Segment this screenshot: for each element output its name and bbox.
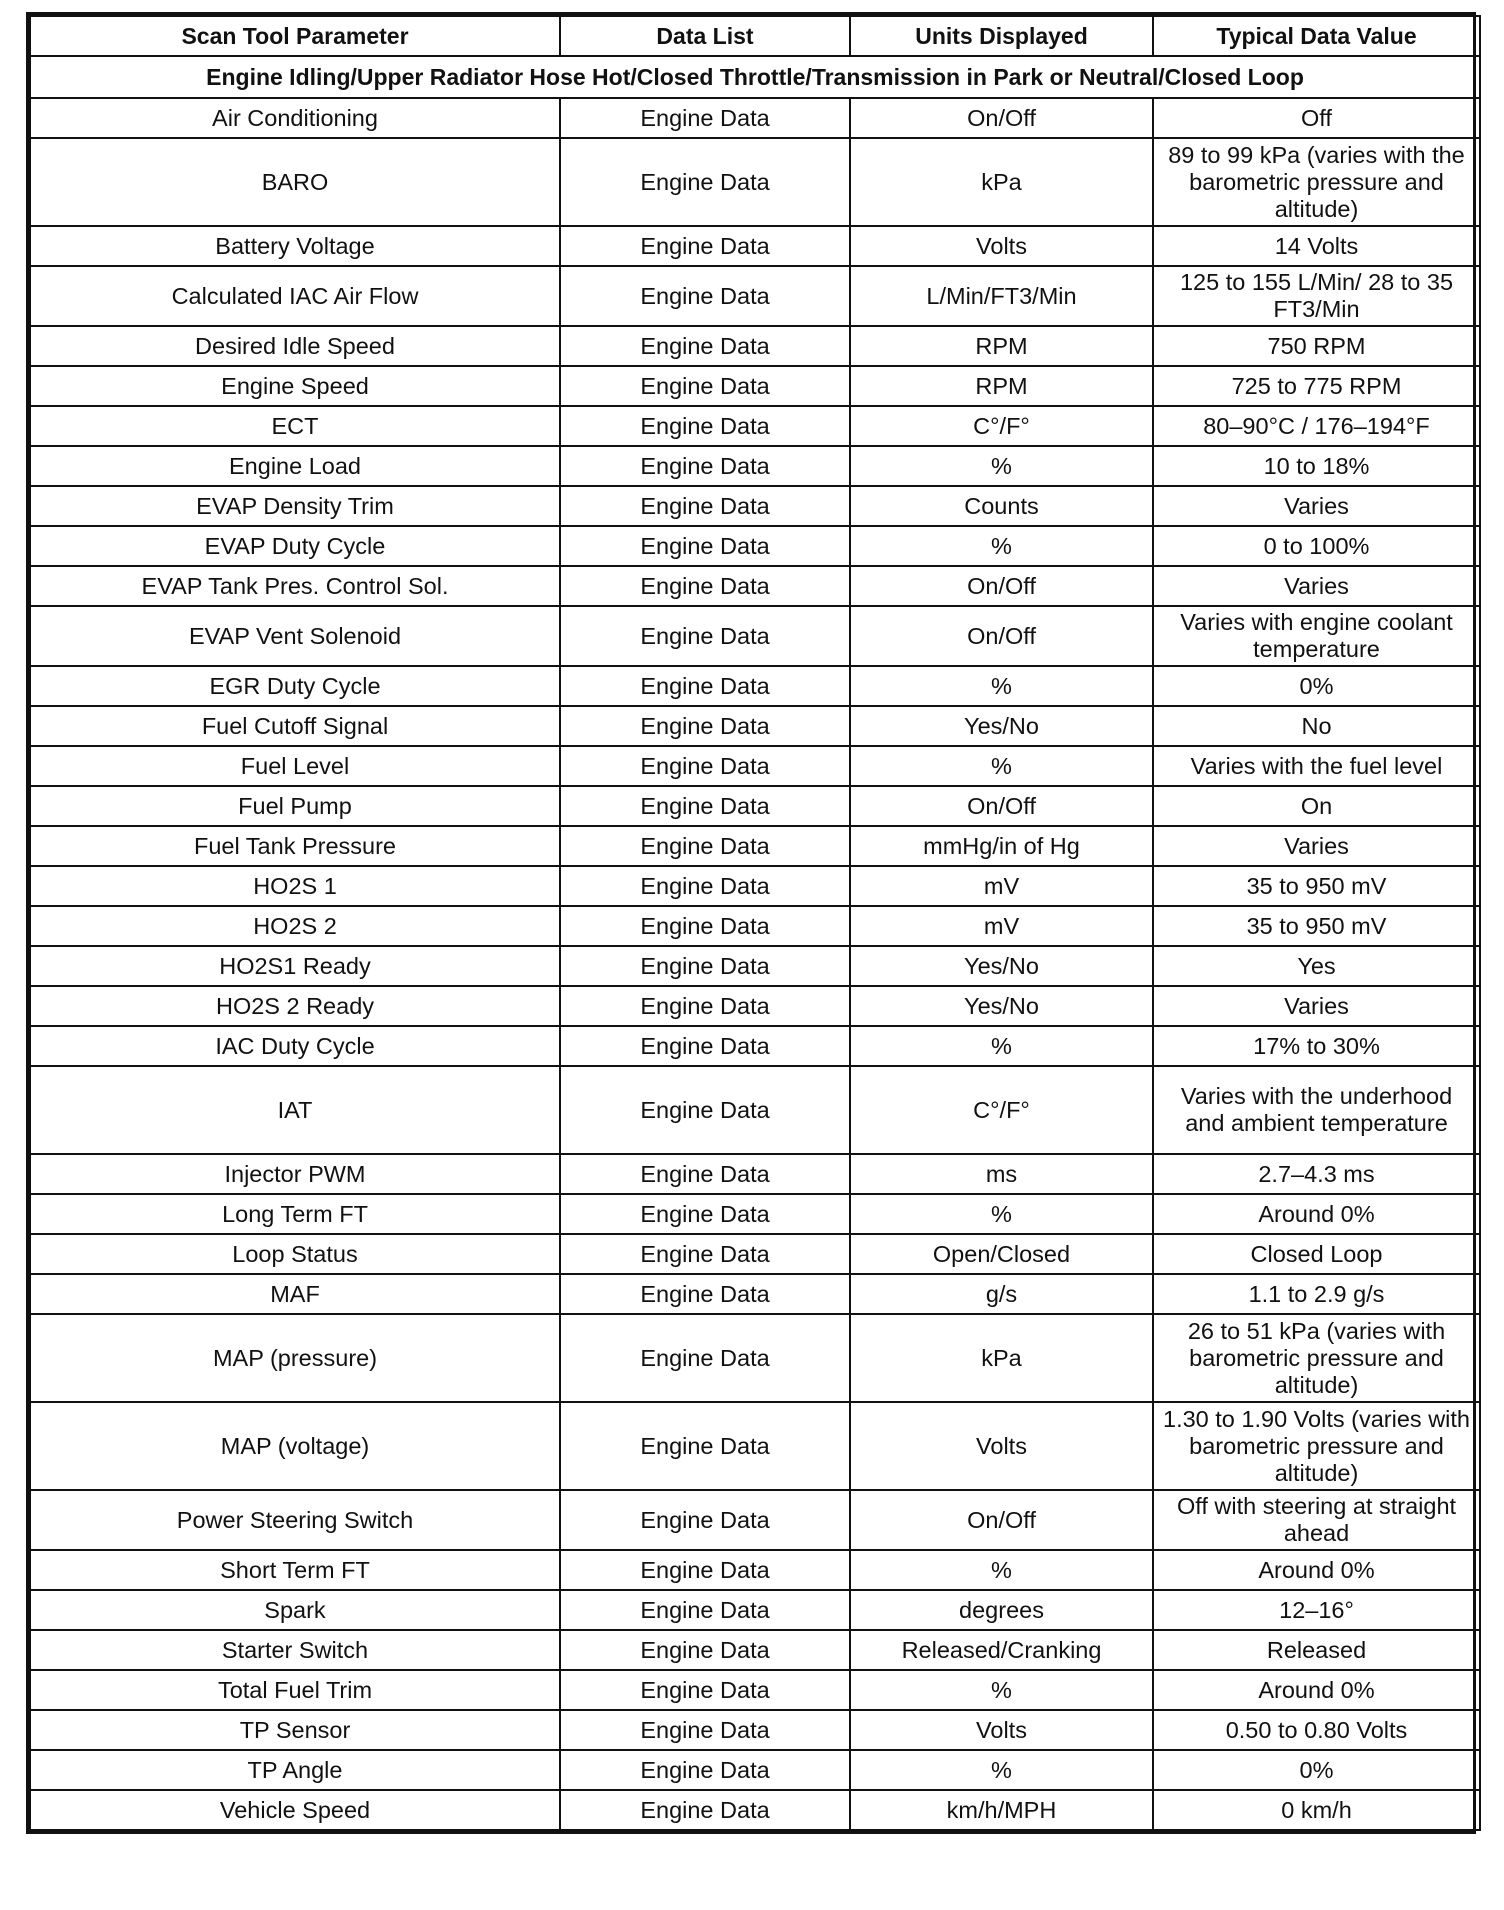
cell-parameter: Power Steering Switch [30,1490,560,1550]
table-body [30,98,1480,1830]
table-row [30,1550,1480,1590]
cell-data-list: Engine Data [560,1750,850,1790]
cell-units: L/Min/FT3/Min [850,266,1153,326]
cell-data-list: Engine Data [560,986,850,1026]
table-row [30,1314,1480,1402]
cell-typical-value: 0 km/h [1153,1790,1480,1830]
cell-data-list: Engine Data [560,138,850,226]
cell-units: % [850,1550,1153,1590]
cell-units: Volts [850,226,1153,266]
cell-typical-value: Around 0% [1153,1550,1480,1590]
table-row [30,706,1480,746]
cell-parameter: EVAP Duty Cycle [30,526,560,566]
cell-typical-value: Varies [1153,486,1480,526]
cell-typical-value: No [1153,706,1480,746]
cell-typical-value: 0% [1153,1750,1480,1790]
cell-parameter: EGR Duty Cycle [30,666,560,706]
cell-parameter: Fuel Cutoff Signal [30,706,560,746]
table-row [30,1274,1480,1314]
table-row [30,1154,1480,1194]
table-row [30,266,1480,326]
cell-typical-value: Around 0% [1153,1194,1480,1234]
cell-typical-value: Varies [1153,566,1480,606]
cell-parameter: Injector PWM [30,1154,560,1194]
cell-parameter: Spark [30,1590,560,1630]
cell-typical-value: 2.7–4.3 ms [1153,1154,1480,1194]
cell-data-list: Engine Data [560,1630,850,1670]
cell-units: % [850,526,1153,566]
cell-parameter: HO2S 2 Ready [30,986,560,1026]
cell-typical-value: 35 to 950 mV [1153,906,1480,946]
cell-parameter: Long Term FT [30,1194,560,1234]
cell-units: RPM [850,326,1153,366]
table-row [30,1670,1480,1710]
test-condition: Engine Idling/Upper Radiator Hose Hot/Closed Throttle/Transmission in Park or Neutral/Closed Loop [30,56,1480,98]
cell-parameter: Fuel Level [30,746,560,786]
cell-typical-value: 725 to 775 RPM [1153,366,1480,406]
table-row [30,406,1480,446]
cell-data-list: Engine Data [560,786,850,826]
cell-units: % [850,1026,1153,1066]
cell-parameter: Short Term FT [30,1550,560,1590]
table-row [30,1066,1480,1154]
table-row [30,946,1480,986]
cell-data-list: Engine Data [560,1710,850,1750]
cell-parameter: EVAP Density Trim [30,486,560,526]
table-row [30,826,1480,866]
table-row [30,1234,1480,1274]
cell-parameter: Desired Idle Speed [30,326,560,366]
scan-tool-data-table [29,15,1481,1831]
cell-typical-value: 1.30 to 1.90 Volts (varies with barometric pressure and altitude) [1153,1402,1480,1490]
cell-units: On/Off [850,1490,1153,1550]
cell-parameter: IAC Duty Cycle [30,1026,560,1066]
cell-parameter: Loop Status [30,1234,560,1274]
cell-units: On/Off [850,606,1153,666]
table-row [30,666,1480,706]
cell-typical-value: Varies with engine coolant temperature [1153,606,1480,666]
cell-typical-value: 12–16° [1153,1590,1480,1630]
cell-parameter: Battery Voltage [30,226,560,266]
cell-parameter: MAF [30,1274,560,1314]
header-data-list: Data List [560,16,850,56]
cell-units: % [850,746,1153,786]
cell-data-list: Engine Data [560,486,850,526]
cell-typical-value: 80–90°C / 176–194°F [1153,406,1480,446]
table-row [30,786,1480,826]
cell-parameter: Fuel Pump [30,786,560,826]
cell-data-list: Engine Data [560,866,850,906]
cell-data-list: Engine Data [560,226,850,266]
cell-data-list: Engine Data [560,826,850,866]
cell-units: RPM [850,366,1153,406]
cell-data-list: Engine Data [560,666,850,706]
cell-units: Yes/No [850,946,1153,986]
cell-units: % [850,446,1153,486]
cell-parameter: MAP (voltage) [30,1402,560,1490]
header-typical-data-value: Typical Data Value [1153,16,1480,56]
cell-typical-value: 0 to 100% [1153,526,1480,566]
table-row [30,138,1480,226]
cell-units: kPa [850,138,1153,226]
cell-data-list: Engine Data [560,946,850,986]
table-row [30,986,1480,1026]
cell-data-list: Engine Data [560,1790,850,1830]
table-row [30,98,1480,138]
cell-data-list: Engine Data [560,1550,850,1590]
cell-data-list: Engine Data [560,566,850,606]
cell-data-list: Engine Data [560,706,850,746]
cell-typical-value: 0.50 to 0.80 Volts [1153,1710,1480,1750]
cell-typical-value: Around 0% [1153,1670,1480,1710]
cell-data-list: Engine Data [560,446,850,486]
header-row [30,16,1480,56]
cell-data-list: Engine Data [560,366,850,406]
cell-data-list: Engine Data [560,1234,850,1274]
table-row [30,326,1480,366]
cell-typical-value: On [1153,786,1480,826]
cell-parameter: Engine Load [30,446,560,486]
cell-units: Volts [850,1402,1153,1490]
table-row [30,1790,1480,1830]
cell-data-list: Engine Data [560,1194,850,1234]
header-scan-tool-parameter: Scan Tool Parameter [30,16,560,56]
cell-units: % [850,666,1153,706]
cell-typical-value: 14 Volts [1153,226,1480,266]
table-row [30,1590,1480,1630]
cell-typical-value: 0% [1153,666,1480,706]
cell-parameter: HO2S 2 [30,906,560,946]
table-row [30,526,1480,566]
cell-typical-value: Varies with the fuel level [1153,746,1480,786]
cell-typical-value: 125 to 155 L/Min/ 28 to 35 FT3/Min [1153,266,1480,326]
cell-data-list: Engine Data [560,1402,850,1490]
cell-units: % [850,1194,1153,1234]
cell-parameter: Air Conditioning [30,98,560,138]
cell-parameter: Total Fuel Trim [30,1670,560,1710]
table-row [30,1490,1480,1550]
table-row [30,566,1480,606]
cell-data-list: Engine Data [560,1274,850,1314]
cell-parameter: BARO [30,138,560,226]
cell-units: % [850,1750,1153,1790]
cell-units: On/Off [850,98,1153,138]
table-row [30,606,1480,666]
table-row [30,1630,1480,1670]
cell-data-list: Engine Data [560,1670,850,1710]
cell-parameter: EVAP Vent Solenoid [30,606,560,666]
cell-units: Yes/No [850,986,1153,1026]
table-row [30,226,1480,266]
cell-data-list: Engine Data [560,526,850,566]
cell-typical-value: Closed Loop [1153,1234,1480,1274]
cell-units: Volts [850,1710,1153,1750]
cell-units: Released/Cranking [850,1630,1153,1670]
cell-units: mmHg/in of Hg [850,826,1153,866]
cell-parameter: IAT [30,1066,560,1154]
cell-typical-value: Yes [1153,946,1480,986]
table-row [30,366,1480,406]
cell-units: ms [850,1154,1153,1194]
cell-parameter: Starter Switch [30,1630,560,1670]
cell-typical-value: 1.1 to 2.9 g/s [1153,1274,1480,1314]
cell-units: mV [850,906,1153,946]
table-row [30,1402,1480,1490]
cell-typical-value: Off [1153,98,1480,138]
cell-data-list: Engine Data [560,746,850,786]
cell-parameter: HO2S1 Ready [30,946,560,986]
cell-typical-value: 17% to 30% [1153,1026,1480,1066]
cell-parameter: Calculated IAC Air Flow [30,266,560,326]
cell-data-list: Engine Data [560,1590,850,1630]
cell-units: % [850,1670,1153,1710]
header-units-displayed: Units Displayed [850,16,1153,56]
cell-parameter: MAP (pressure) [30,1314,560,1402]
cell-typical-value: 89 to 99 kPa (varies with the barometric pressure and altitude) [1153,138,1480,226]
cell-typical-value: 26 to 51 kPa (varies with barometric pressure and altitude) [1153,1314,1480,1402]
cell-units: On/Off [850,566,1153,606]
table-row [30,906,1480,946]
cell-data-list: Engine Data [560,266,850,326]
cell-data-list: Engine Data [560,98,850,138]
cell-parameter: TP Angle [30,1750,560,1790]
table-row [30,866,1480,906]
cell-units: mV [850,866,1153,906]
scan-tool-data-sheet [26,12,1476,1834]
cell-parameter: Fuel Tank Pressure [30,826,560,866]
cell-units: On/Off [850,786,1153,826]
cell-data-list: Engine Data [560,1314,850,1402]
cell-parameter: ECT [30,406,560,446]
cell-data-list: Engine Data [560,1154,850,1194]
cell-units: Open/Closed [850,1234,1153,1274]
cell-data-list: Engine Data [560,326,850,366]
cell-typical-value: 750 RPM [1153,326,1480,366]
cell-data-list: Engine Data [560,1026,850,1066]
table-row [30,746,1480,786]
cell-typical-value: 10 to 18% [1153,446,1480,486]
cell-typical-value: Varies [1153,986,1480,1026]
condition-row [30,56,1480,98]
cell-parameter: EVAP Tank Pres. Control Sol. [30,566,560,606]
cell-parameter: Engine Speed [30,366,560,406]
cell-units: Counts [850,486,1153,526]
cell-data-list: Engine Data [560,1490,850,1550]
cell-units: kPa [850,1314,1153,1402]
table-row [30,486,1480,526]
table-row [30,1026,1480,1066]
cell-parameter: Vehicle Speed [30,1790,560,1830]
cell-units: Yes/No [850,706,1153,746]
cell-typical-value: Varies with the underhood and ambient temperature [1153,1066,1480,1154]
cell-typical-value: Varies [1153,826,1480,866]
cell-parameter: TP Sensor [30,1710,560,1750]
cell-data-list: Engine Data [560,406,850,446]
table-row [30,1750,1480,1790]
cell-units: degrees [850,1590,1153,1630]
cell-units: km/h/MPH [850,1790,1153,1830]
cell-typical-value: Off with steering at straight ahead [1153,1490,1480,1550]
cell-typical-value: 35 to 950 mV [1153,866,1480,906]
table-row [30,446,1480,486]
table-row [30,1194,1480,1234]
cell-parameter: HO2S 1 [30,866,560,906]
cell-data-list: Engine Data [560,906,850,946]
cell-units: g/s [850,1274,1153,1314]
cell-units: C°/F° [850,406,1153,446]
table-row [30,1710,1480,1750]
cell-data-list: Engine Data [560,606,850,666]
cell-units: C°/F° [850,1066,1153,1154]
cell-typical-value: Released [1153,1630,1480,1670]
cell-data-list: Engine Data [560,1066,850,1154]
